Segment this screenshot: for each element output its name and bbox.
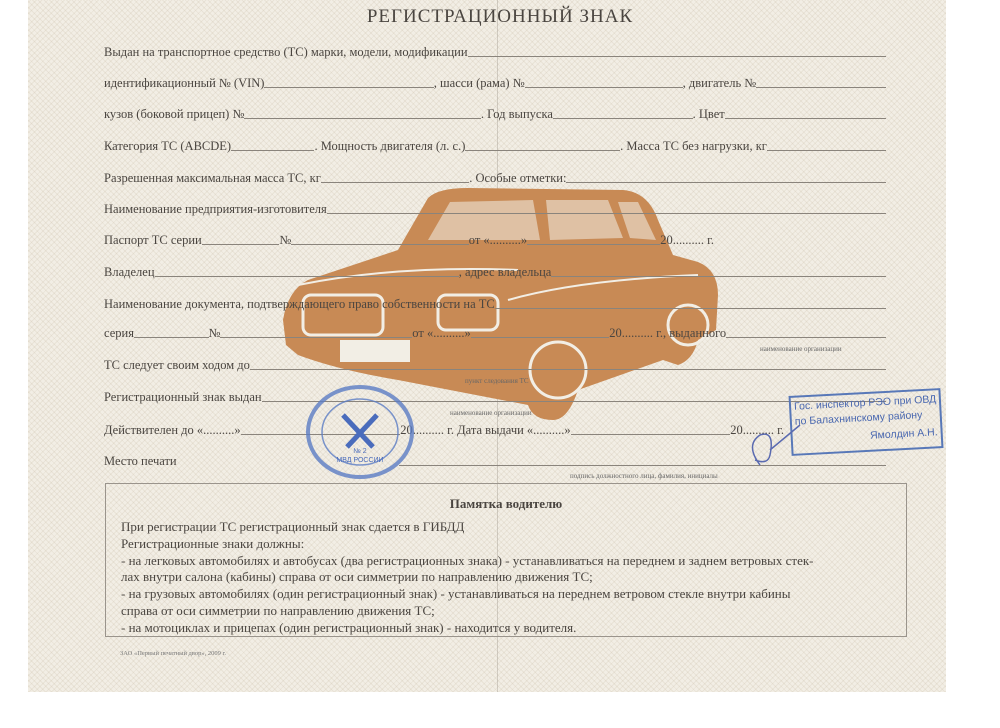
caption-signature: подпись должностного лица, фамилия, инициалы <box>570 472 718 480</box>
row-doc-series <box>104 326 886 341</box>
label: Выдан на транспортное средство (ТС) марки, модели, модификации <box>104 45 468 59</box>
issuer-field[interactable] <box>726 337 886 338</box>
mass-field[interactable] <box>767 150 886 151</box>
doc-number-field[interactable] <box>220 337 412 338</box>
caption-org: наименование организации <box>450 409 532 417</box>
signature-mark <box>740 420 810 470</box>
document-title: РЕГИСТРАЦИОННЫЙ ЗНАК <box>366 6 634 27</box>
stamp-line: Гос. инспектор РЭО при ОВД <box>793 393 937 413</box>
power-field[interactable] <box>465 150 620 151</box>
memo-line: При регистрации ТС регистрационный знак сдается в ГИБДД <box>121 519 465 534</box>
label: Наименование предприятия-изготовителя <box>104 202 327 216</box>
label: кузов (боковой прицеп) № <box>104 107 245 121</box>
signature-field[interactable] <box>399 465 886 466</box>
label: , шасси (рама) № <box>433 76 525 90</box>
label: Действителен до «..........» <box>104 423 241 437</box>
passport-number-field[interactable] <box>291 244 468 245</box>
year-field[interactable] <box>553 118 693 119</box>
manufacturer-field[interactable] <box>327 213 886 214</box>
inspector-stamp <box>789 388 944 456</box>
memo-line: - на грузовых автомобилях (один регистрационный знак) - устанавливаться на переднем ветровом стекле внутри кабины <box>121 586 791 602</box>
owner-field[interactable] <box>155 276 459 277</box>
label: идентификационный № (VIN) <box>104 76 265 90</box>
label: серия <box>104 326 134 340</box>
row-category <box>104 139 886 154</box>
vin-field[interactable] <box>264 87 433 88</box>
label: 20.......... г. <box>660 233 714 247</box>
memo-line: лах внутри салона (кабины) справа от оси симметрии по направлению движения ТС; <box>121 569 593 585</box>
category-field[interactable] <box>231 150 314 151</box>
row-valid-until <box>104 423 784 438</box>
row-ownership-doc <box>104 297 886 312</box>
issue-date-field[interactable] <box>571 434 731 435</box>
label: . Особые отметки: <box>469 171 567 185</box>
passport-series-field[interactable] <box>202 244 280 245</box>
row-body <box>104 107 886 122</box>
label: от «..........» <box>468 233 528 247</box>
row-vehicle-make <box>104 45 886 60</box>
label: , адрес владельца <box>458 265 552 279</box>
color-field[interactable] <box>725 118 886 119</box>
label: № <box>208 326 221 340</box>
passport-date-field[interactable] <box>527 244 660 245</box>
label: Наименование документа, подтверждающего право собственности на ТС <box>104 297 495 311</box>
label: 20.......... г. <box>730 423 785 437</box>
row-plate-issued <box>104 390 886 405</box>
seal-number: № 2 <box>353 448 367 455</box>
label: Место печати <box>104 454 177 468</box>
owner-address-field[interactable] <box>551 276 886 277</box>
label: . Цвет <box>692 107 725 121</box>
label: № <box>279 233 292 247</box>
stamp-line: по Балахнинскому району <box>794 409 923 428</box>
memo-line: - на мотоциклах и прицепах (один регистрационный знак) - находится у водителя. <box>121 619 577 635</box>
memo-title: Памятка водителю <box>449 496 563 511</box>
engine-field[interactable] <box>756 87 886 88</box>
label: . Мощность двигателя (л. с.) <box>314 139 466 153</box>
label: 20.......... г., выданного <box>609 326 727 340</box>
row-max-mass <box>104 171 886 186</box>
memo-line: справа от оси симметрии по направлению движения ТС; <box>121 602 435 618</box>
label: Паспорт ТС серии <box>104 233 202 247</box>
caption-org: наименование организации <box>760 345 842 353</box>
label: Категория ТС (ABCDE) <box>104 139 232 153</box>
row-owner <box>104 265 886 280</box>
label: от «..........» <box>412 326 471 340</box>
driver-memo <box>105 483 907 637</box>
label: . Год выпуска <box>480 107 553 121</box>
label: . Масса ТС без нагрузки, кг <box>620 139 767 153</box>
chassis-field[interactable] <box>525 87 683 88</box>
round-seal <box>305 385 415 485</box>
max-mass-field[interactable] <box>321 182 469 183</box>
seal-hammers-icon <box>305 385 415 480</box>
printer-imprint: ЗАО «Первый печатный двор», 2009 г. <box>120 650 227 657</box>
doc-date-field[interactable] <box>471 337 610 338</box>
seal-org: МВД РОССИИ <box>336 457 384 464</box>
field-line[interactable] <box>468 56 886 57</box>
stamp-name: Ямолдин А.Н. <box>869 426 938 442</box>
row-manufacturer <box>104 202 886 217</box>
caption-destination: пункт следования ТС <box>465 377 529 385</box>
row-vin <box>104 76 886 91</box>
notes-field[interactable] <box>566 182 886 183</box>
memo-line: Регистрационные знаки должны: <box>121 535 305 551</box>
doc-series-field[interactable] <box>134 337 209 338</box>
destination-field[interactable] <box>250 369 886 370</box>
label: Владелец <box>104 265 155 279</box>
label: ТС следует своим ходом до <box>104 358 250 372</box>
row-passport <box>104 233 714 248</box>
label: 20.......... г. Дата выдачи «..........» <box>400 423 571 437</box>
body-field[interactable] <box>244 118 481 119</box>
memo-line: - на легковых автомобилях и автобусах (два регистрационных знака) - устанавливаться на переднем и заднем ветровых стек- <box>121 552 814 568</box>
label: Разрешенная максимальная масса ТС, кг <box>104 171 321 185</box>
label: , двигатель № <box>682 76 757 90</box>
ownership-doc-field[interactable] <box>495 308 886 309</box>
label: Регистрационный знак выдан <box>104 390 262 404</box>
row-destination <box>104 358 886 373</box>
